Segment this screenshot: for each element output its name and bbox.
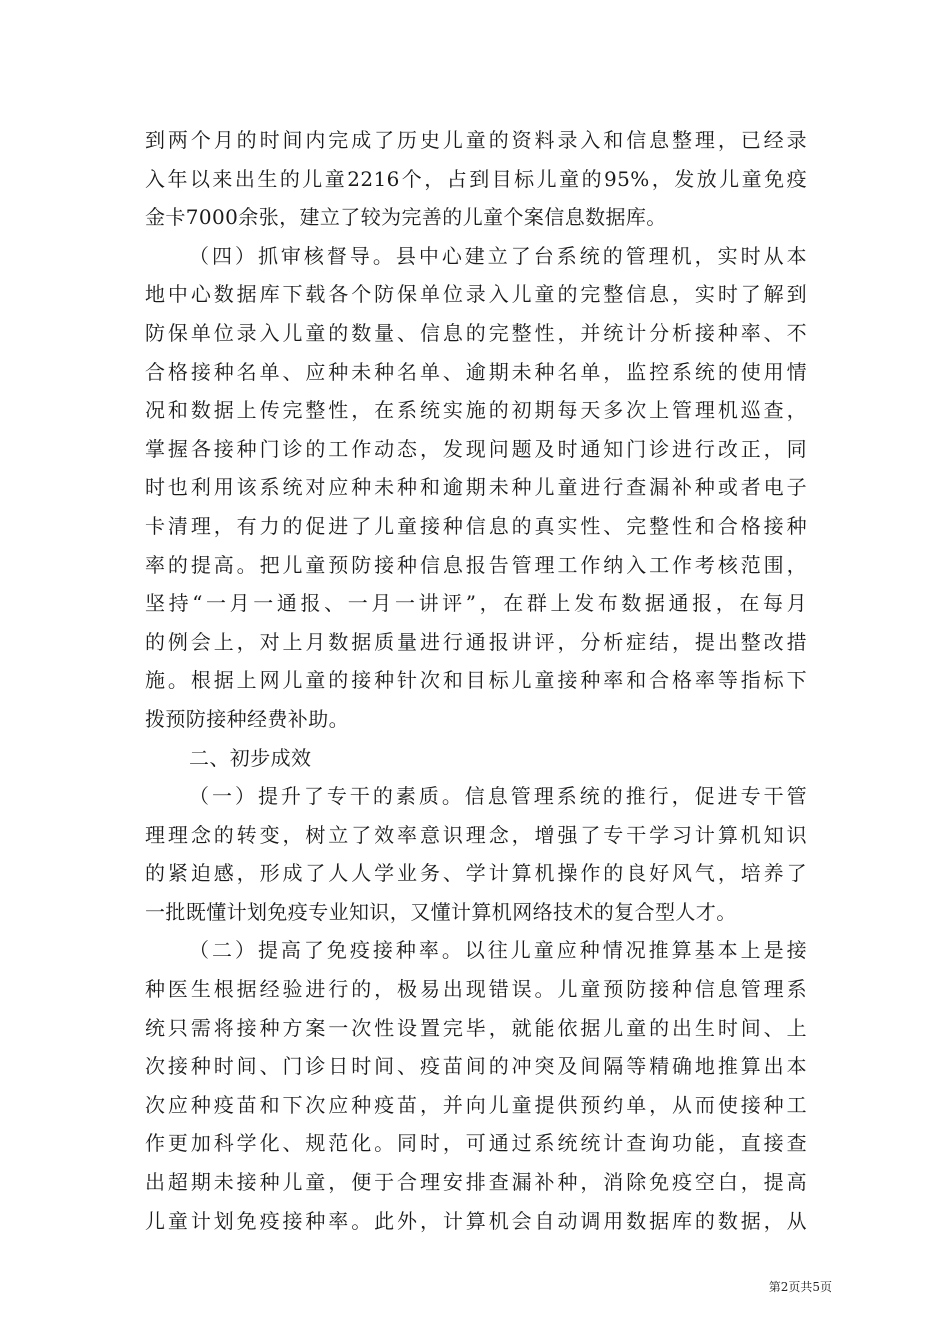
paragraph-line: 地中心数据库下载各个防保单位录入儿童的完整信息，实时了解到 [145,282,807,307]
paragraph-line: 理理念的转变，树立了效率意识理念，增强了专干学习计算机知识 [145,822,807,847]
paragraph-line: 卡清理，有力的促进了儿童接种信息的真实性、完整性和合格接种 [145,513,807,538]
paragraph-line: 况和数据上传完整性，在系统实施的初期每天多次上管理机巡查， [145,398,807,423]
page-number: 第2页共5页 [768,1280,832,1294]
paragraph-line: 防保单位录入儿童的数量、信息的完整性，并统计分析接种率、不 [145,320,807,345]
paragraph-line: 拨预防接种经费补助。 [145,706,349,731]
paragraph-line: 一批既懂计划免疫专业知识，又懂计算机网络技术的复合型人才。 [145,899,737,924]
paragraph-line: 统只需将接种方案一次性设置完毕，就能依据儿童的出生时间、上 [145,1015,807,1040]
paragraph-line: 坚持“一月一通报、一月一讲评”，在群上发布数据通报，在每月 [145,591,807,616]
paragraph-line: 的例会上，对上月数据质量进行通报讲评，分析症结，提出整改措 [145,629,807,654]
paragraph-line: （二）提高了免疫接种率。以往儿童应种情况推算基本上是接 [189,938,807,963]
paragraph-line: 到两个月的时间内完成了历史儿童的资料录入和信息整理，已经录 [145,128,807,152]
paragraph-line: 次接种时间、门诊日时间、疫苗间的冲突及间隔等精确地推算出本 [145,1054,807,1079]
paragraph-line: 作更加科学化、规范化。同时，可通过系统统计查询功能，直接查 [145,1131,807,1156]
paragraph-line: 种医生根据经验进行的，极易出现错误。儿童预防接种信息管理系 [145,977,807,1002]
paragraph-line: 出超期未接种儿童，便于合理安排查漏补种，消除免疫空白，提高 [145,1170,807,1195]
document-body [145,121,807,1240]
paragraph-line: 次应种疫苗和下次应种疫苗，并向儿童提供预约单，从而使接种工 [145,1092,807,1117]
paragraph-line: （四）抓审核督导。县中心建立了台系统的管理机，实时从本 [189,243,807,268]
paragraph-line: 掌握各接种门诊的工作动态，发现问题及时通知门诊进行改正，同 [145,436,807,461]
paragraph-line: 施。根据上网儿童的接种针次和目标儿童接种率和合格率等指标下 [145,668,807,693]
paragraph-line: 的紧迫感，形成了人人学业务、学计算机操作的良好风气，培养了 [145,861,807,886]
paragraph-line: 儿童计划免疫接种率。此外，计算机会自动调用数据库的数据，从 [145,1208,807,1233]
paragraph-line: 时也利用该系统对应种未种和逾期未种儿童进行查漏补种或者电子 [145,475,807,500]
paragraph-line: 合格接种名单、应种未种名单、逾期未种名单，监控系统的使用情 [145,359,807,384]
paragraph-line: （一）提升了专干的素质。信息管理系统的推行，促进专干管 [189,784,807,809]
section-heading: 二、初步成效 [189,745,312,770]
paragraph-line: 金卡7000余张，建立了较为完善的儿童个案信息数据库。 [145,205,667,230]
paragraph-line: 入年以来出生的儿童2216个，占到目标儿童的95%，发放儿童免疫 [145,166,807,191]
paragraph-line: 率的提高。把儿童预防接种信息报告管理工作纳入工作考核范围， [145,552,807,577]
